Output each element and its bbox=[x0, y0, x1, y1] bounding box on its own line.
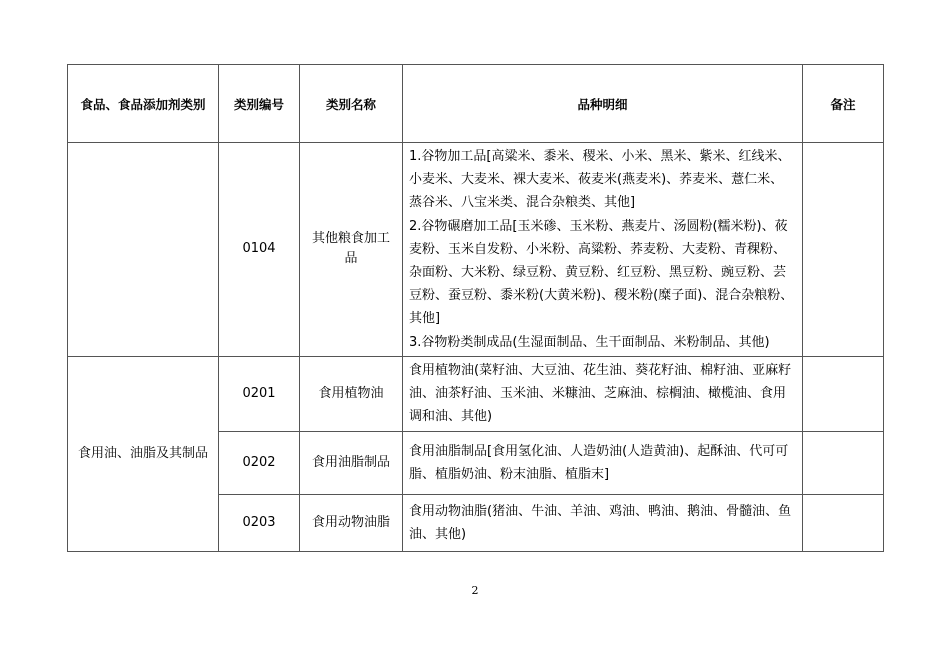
code-cell: 0202 bbox=[219, 431, 300, 494]
detail-cell bbox=[403, 431, 803, 494]
detail-cell bbox=[403, 356, 803, 431]
page-number: 2 bbox=[471, 584, 479, 597]
code-cell: 0203 bbox=[219, 494, 300, 551]
header-remark: 备注 bbox=[803, 65, 884, 143]
name-cell: 食用油脂制品 bbox=[300, 431, 403, 494]
remark-cell bbox=[803, 494, 884, 551]
detail-line: 食用植物油(菜籽油、大豆油、花生油、葵花籽油、棉籽油、亚麻籽油、油茶籽油、玉米油、米糠油、芝麻油、棕榈油、橄榄油、食用调和油、其他) bbox=[409, 363, 792, 425]
category-cell: 食用油、油脂及其制品 bbox=[68, 356, 219, 551]
detail-line: 食用动物油脂(猪油、牛油、羊油、鸡油、鸭油、鹅油、骨髓油、鱼油、其他) bbox=[409, 503, 792, 542]
detail-line: 1.谷物加工品[高粱米、黍米、稷米、小米、黑米、紫米、红线米、小麦米、大麦米、裸大麦米、莜麦米(燕麦米)、荞麦米、薏仁米、蒸谷米、八宝米类、混合杂粮类、其他] bbox=[409, 149, 791, 211]
detail-cell bbox=[403, 143, 803, 357]
food-category-table bbox=[67, 64, 884, 552]
remark-cell bbox=[803, 431, 884, 494]
detail-cell bbox=[403, 494, 803, 551]
category-cell bbox=[68, 143, 219, 357]
name-cell: 食用植物油 bbox=[300, 356, 403, 431]
name-text: 其他粮食加工品 bbox=[311, 231, 390, 267]
name-cell bbox=[300, 143, 403, 357]
detail-line: 食用油脂制品[食用氢化油、人造奶油(人造黄油)、起酥油、代可可脂、植脂奶油、粉末油脂、植脂末] bbox=[409, 443, 789, 482]
detail-line: 3.谷物粉类制成品(生湿面制品、生干面制品、米粉制品、其他) bbox=[409, 334, 770, 350]
code-cell: 0201 bbox=[219, 356, 300, 431]
header-code: 类别编号 bbox=[219, 65, 300, 143]
header-name: 类别名称 bbox=[300, 65, 403, 143]
remark-cell bbox=[803, 356, 884, 431]
remark-cell bbox=[803, 143, 884, 357]
detail-line: 2.谷物碾磨加工品[玉米碜、玉米粉、燕麦片、汤圆粉(糯米粉)、莜麦粉、玉米自发粉、小米粉、高粱粉、荞麦粉、大麦粉、青稞粉、杂面粉、大米粉、绿豆粉、黄豆粉、红豆粉、黑豆粉、豌豆粉、芸豆粉、蚕豆粉、黍米粉(大黄米粉)、稷米粉(糜子面)、混合杂粮粉、其他] bbox=[409, 218, 794, 327]
header-row bbox=[68, 65, 884, 143]
header-detail: 品种明细 bbox=[403, 65, 803, 143]
code-cell: 0104 bbox=[219, 143, 300, 357]
table-row bbox=[68, 356, 884, 431]
name-cell: 食用动物油脂 bbox=[300, 494, 403, 551]
table-row bbox=[68, 143, 884, 357]
header-category: 食品、食品添加剂类别 bbox=[68, 65, 219, 143]
